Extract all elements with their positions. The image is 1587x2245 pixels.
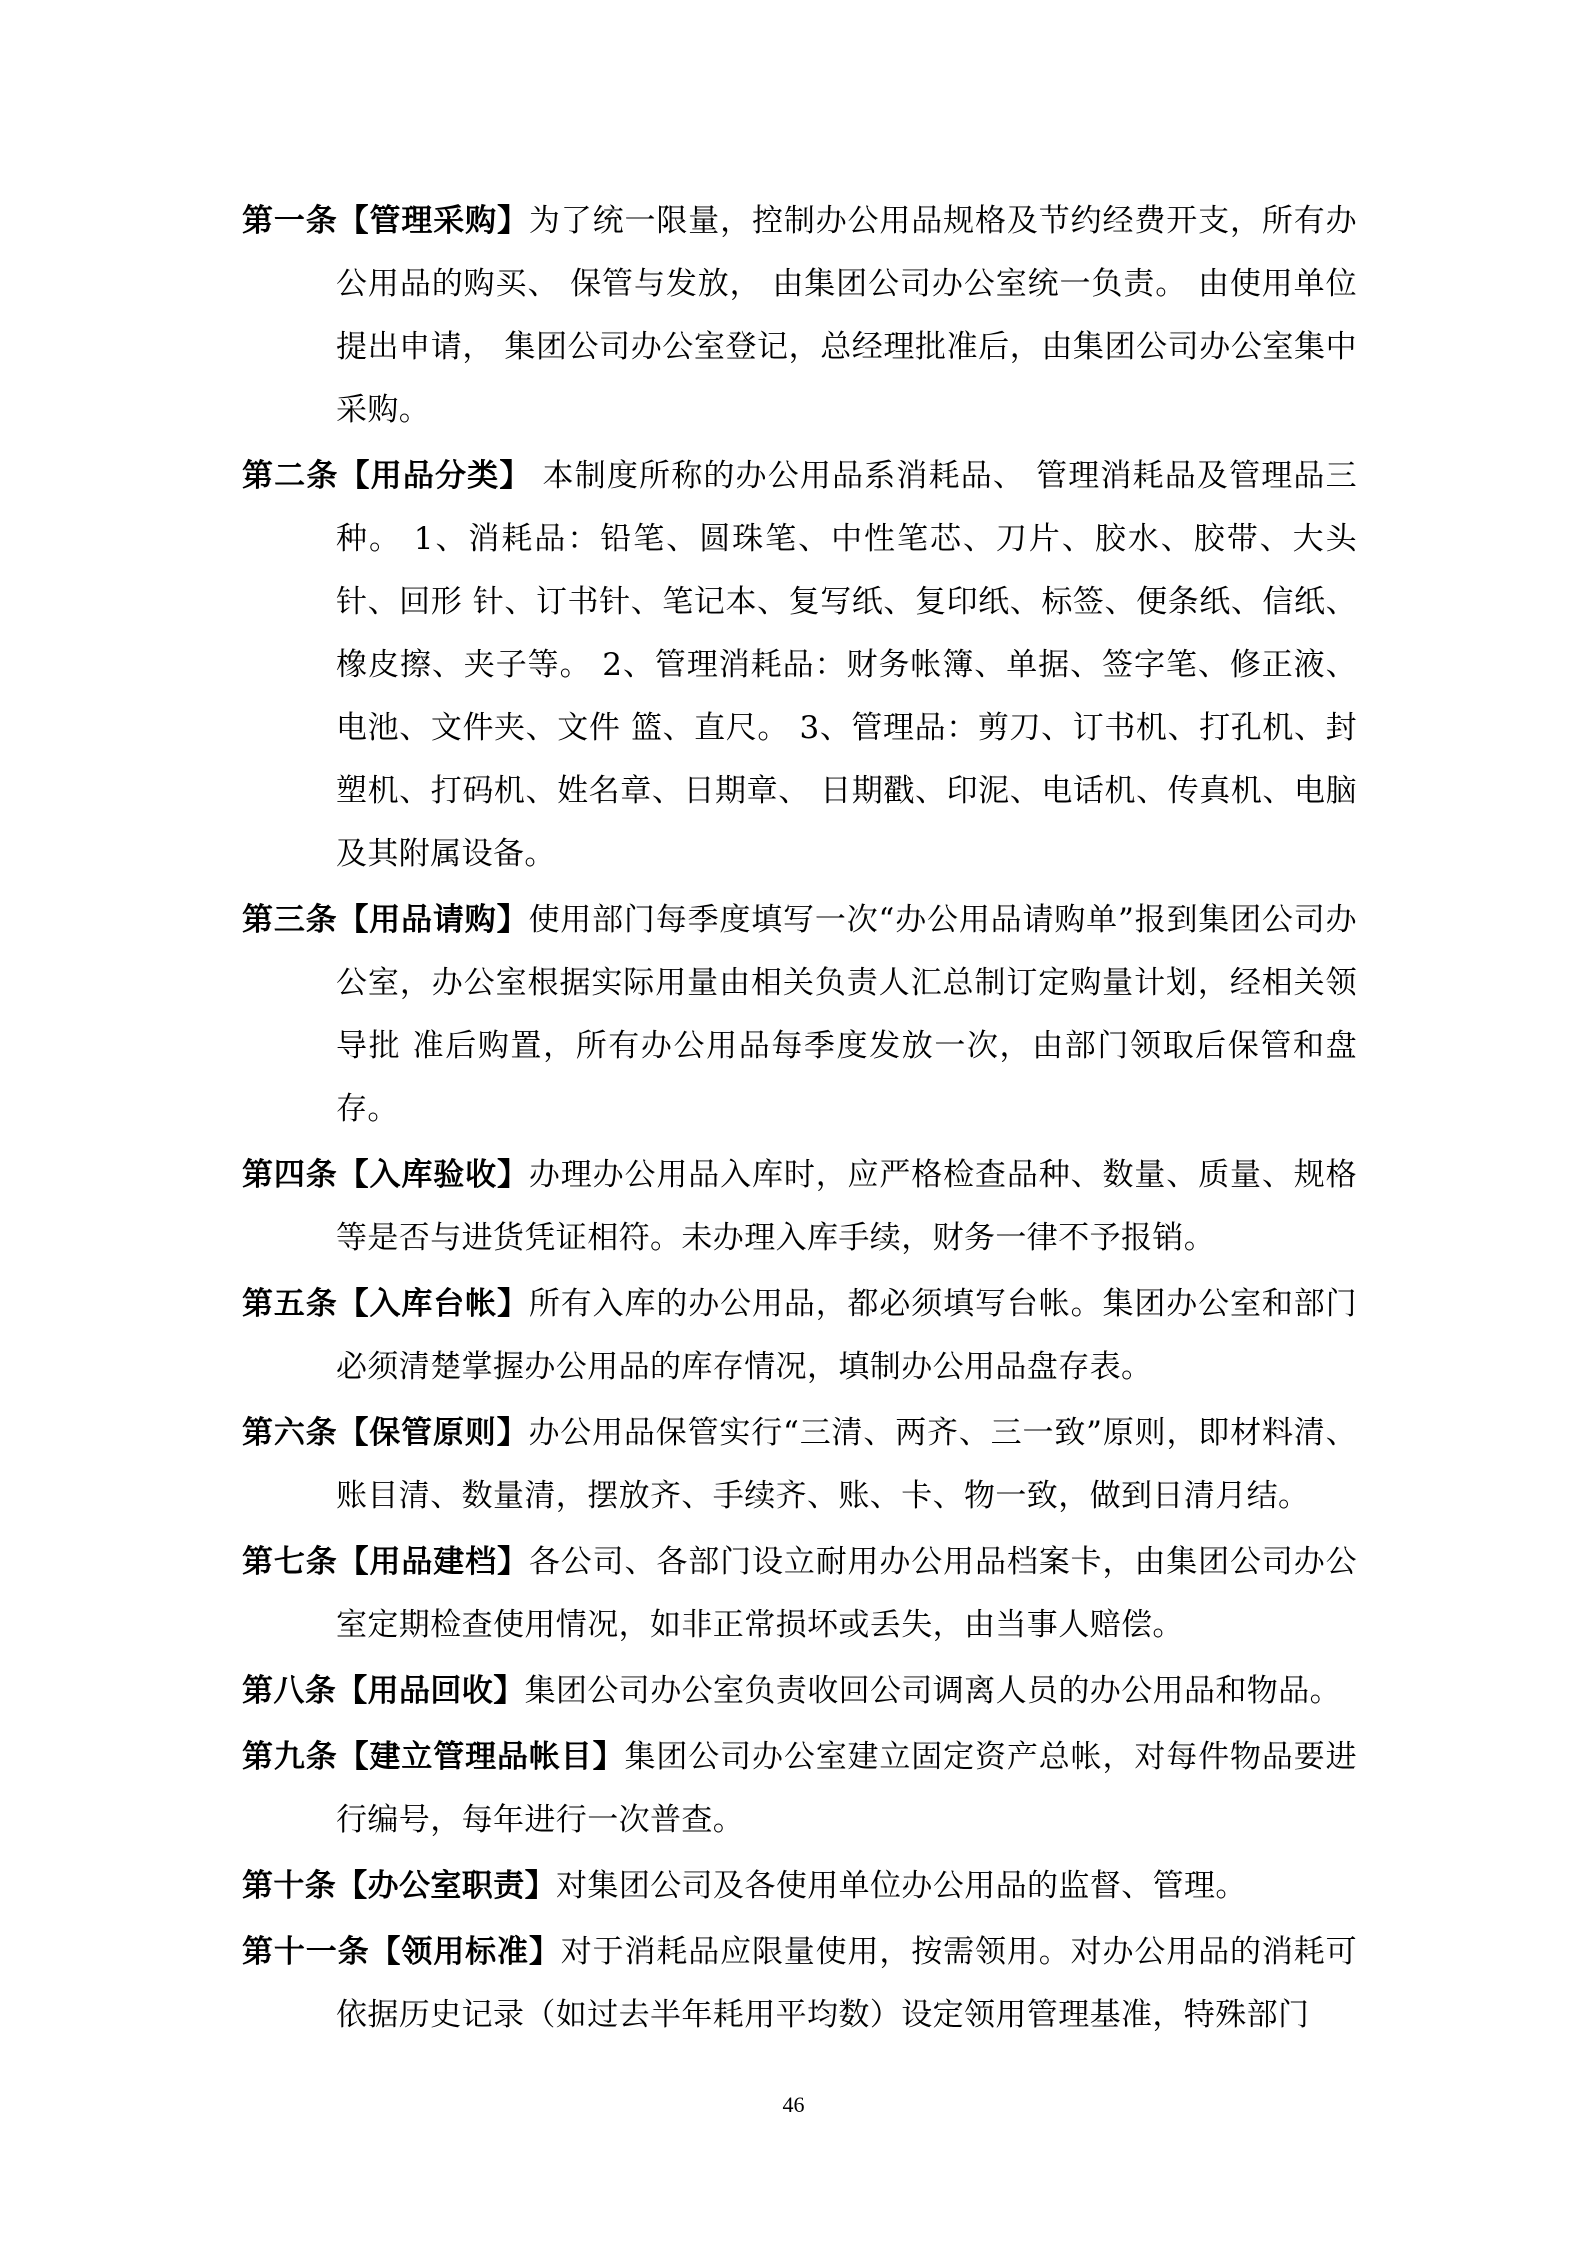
article-text: 办公用品保管实行“三清、两齐、三一致”原则，即材料清、账目清、数量清，摆放齐、手续齐、账、卡、物一致，做到日清月结。 (336, 1415, 1357, 1514)
article-6 (242, 1402, 1357, 1528)
article-text: 使用部门每季度填写一次“办公用品请购单”报到集团公司办公室，办公室根据实际用量由相关负责人汇总制订定购量计划，经相关领导批 准后购置，所有办公用品每季度发放一次，由部门领取后保管和盘存。 (336, 902, 1357, 1127)
article-title: 【入库验收】 (337, 1157, 529, 1193)
article-text: 各公司、各部门设立耐用办公用品档案卡，由集团公司办公室定期检查使用情况，如非正常损坏或丢失，由当事人赔偿。 (336, 1544, 1358, 1643)
article-text: 办理办公用品入库时，应严格检查品种、数量、质量、规格等是否与进货凭证相符。未办理入库手续，财务一律不予报销。 (336, 1157, 1358, 1256)
article-title: 【办公室职责】 (336, 1868, 557, 1904)
article-number: 第四条 (242, 1157, 338, 1193)
article-number: 第七条 (242, 1544, 338, 1580)
article-number: 第十一条 (242, 1934, 370, 1970)
article-title: 【管理采购】 (337, 203, 529, 239)
article-text: 对于消耗品应限量使用，按需领用。对办公用品的消耗可依据历史记录（如过去半年耗用平均数）设定领用管理基准，特殊部门 (336, 1934, 1357, 2033)
article-10 (242, 1855, 1357, 1918)
article-text: 为了统一限量，控制办公用品规格及节约经费开支，所有办公用品的购买、 保管与发放， 由集团公司办公室统一负责。 由使用单位提出申请， 集团公司办公室登记，总经理批准后，由集团公司办公室集中采购。 (336, 203, 1358, 428)
article-text: 集团公司办公室建立固定资产总帐，对每件物品要进行编号，每年进行一次普查。 (336, 1739, 1358, 1838)
article-title: 【用品建档】 (337, 1544, 529, 1580)
article-number: 第六条 (242, 1415, 338, 1451)
article-number: 第二条 (242, 458, 339, 494)
article-text: 本制度所称的办公用品系消耗品、 管理消耗品及管理品三种。 1、消耗品：铅笔、圆珠笔、中性笔芯、刀片、胶水、胶带、大头针、回形 针、订书针、笔记本、复写纸、复印纸、标签、便条纸、信纸、橡皮擦、夹子等。 2、管理消耗品：财务帐簿、单据、签字笔、修正液、电池、文件夹、文件 篮、直尺。 3、管理品：剪刀、订书机、打孔机、封塑机、打码机、姓名章、日期章、 日期戳、印泥、电话机、传真机、电脑及其附属设备。 (336, 458, 1358, 872)
article-title: 【入库台帐】 (337, 1286, 529, 1322)
article-1 (242, 190, 1357, 442)
regulation-body (242, 190, 1357, 2050)
article-5 (242, 1273, 1357, 1399)
article-4 (242, 1144, 1357, 1270)
article-title: 【建立管理品帐目】 (337, 1739, 625, 1775)
article-number: 第三条 (242, 902, 338, 938)
article-number: 第九条 (242, 1739, 338, 1775)
article-8 (242, 1660, 1357, 1723)
page-number: 46 (782, 2092, 805, 2117)
article-title: 【领用标准】 (369, 1934, 561, 1970)
article-2 (242, 445, 1357, 886)
article-text: 所有入库的办公用品，都必须填写台帐。集团办公室和部门必须清楚掌握办公用品的库存情况，填制办公用品盘存表。 (336, 1286, 1358, 1385)
article-title: 【用品回收】 (336, 1673, 525, 1709)
article-11 (242, 1921, 1357, 2047)
article-7 (242, 1531, 1357, 1657)
article-3 (242, 889, 1357, 1141)
article-title: 【用品分类】 (338, 458, 532, 494)
article-number: 第五条 (242, 1286, 338, 1322)
article-title: 【保管原则】 (337, 1415, 529, 1451)
article-text: 集团公司办公室负责收回公司调离人员的办公用品和物品。 (524, 1673, 1342, 1709)
article-number: 第十条 (242, 1868, 337, 1904)
article-title: 【用品请购】 (337, 902, 529, 938)
article-number: 第八条 (242, 1673, 337, 1709)
article-text: 对集团公司及各使用单位办公用品的监督、管理。 (556, 1868, 1247, 1904)
article-9 (242, 1726, 1357, 1852)
article-number: 第一条 (242, 203, 338, 239)
